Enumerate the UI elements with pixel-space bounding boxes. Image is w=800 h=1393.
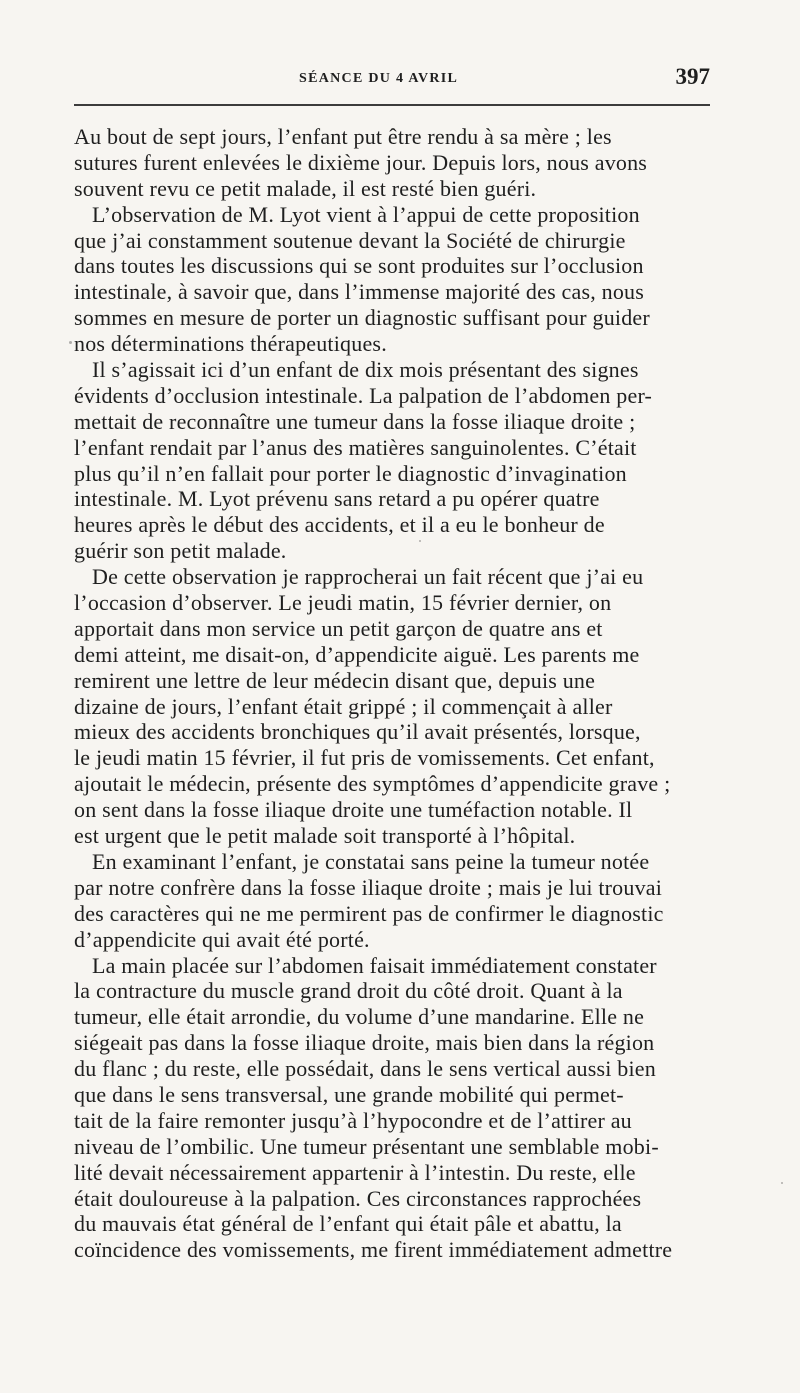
body-line: sutures furent enlevées le dixième jour. Depuis lors, nous avons <box>74 149 648 175</box>
body-line: mieux des accidents bronchiques qu’il avait présentés, lorsque, <box>74 719 641 745</box>
body-line: dans toutes les discussions qui se sont produites sur l’occlusion <box>74 253 644 279</box>
body-line: mettait de reconnaître une tumeur dans la fosse iliaque droite ; <box>74 408 636 434</box>
body-line: tait de la faire remonter jusqu’à l’hypocondre et de l’attirer au <box>74 1107 632 1133</box>
body-line: souvent revu ce petit malade, il est resté bien guéri. <box>74 175 537 201</box>
body-line: Il s’agissait ici d’un enfant de dix mois présentant des signes <box>92 357 639 383</box>
body-line: heures après le début des accidents, et il a eu le bonheur de <box>74 512 605 538</box>
body-line: En examinant l’enfant, je constatai sans peine la tumeur notée <box>92 848 650 874</box>
body-line: évidents d’occlusion intestinale. La palpation de l’abdomen per- <box>74 382 653 408</box>
paper-speck <box>419 540 421 542</box>
body-line: ajoutait le médecin, présente des symptômes d’appendicite grave ; <box>74 771 671 797</box>
page-number: 397 <box>675 64 710 89</box>
body-line: était douloureuse à la palpation. Ces circonstances rapprochées <box>74 1185 642 1211</box>
body-line: nos déterminations thérapeutiques. <box>74 331 387 357</box>
body-line: sommes en mesure de porter un diagnostic suffisant pour guider <box>74 305 650 331</box>
page-title: SÉANCE DU 4 AVRIL <box>299 71 459 86</box>
body-line: lité devait nécessairement appartenir à l’intestin. Du reste, elle <box>74 1159 636 1185</box>
body-line: De cette observation je rapprocherai un fait récent que j’ai eu <box>92 564 644 590</box>
body-line: niveau de l’ombilic. Une tumeur présentant une semblable mobi- <box>74 1133 659 1159</box>
body-line: l’occasion d’observer. Le jeudi matin, 15 février dernier, on <box>74 590 612 616</box>
body-line: que dans le sens transversal, une grande mobilité qui permet- <box>74 1081 624 1107</box>
body-line: l’enfant rendait par l’anus des matières sanguinolentes. C’était <box>74 434 637 460</box>
body-line: le jeudi matin 15 février, il fut pris de vomissements. Cet enfant, <box>74 745 655 771</box>
body-line: Au bout de sept jours, l’enfant put être rendu à sa mère ; les <box>74 124 612 149</box>
body-line: du mauvais état général de l’enfant qui était pâle et abattu, la <box>74 1211 622 1237</box>
body-line: siégeait pas dans la fosse iliaque droite, mais bien dans la région <box>74 1030 655 1056</box>
body-line: la contracture du muscle grand droit du côté droit. Quant à la <box>74 978 623 1004</box>
body-line: plus qu’il n’en fallait pour porter le diagnostic d’invagination <box>74 460 627 486</box>
body-line: coïncidence des vomissements, me firent immédiatement admettre <box>74 1237 673 1263</box>
body-line: intestinale, à savoir que, dans l’immense majorité des cas, nous <box>74 279 644 305</box>
body-line: on sent dans la fosse iliaque droite une tuméfaction notable. Il <box>74 797 633 823</box>
body-line: du flanc ; du reste, elle possédait, dans le sens vertical aussi bien <box>74 1056 656 1082</box>
body-line: L’observation de M. Lyot vient à l’appui de cette proposition <box>92 201 640 227</box>
body-line: guérir son petit malade. <box>74 538 287 564</box>
body-line: La main placée sur l’abdomen faisait immédiatement constater <box>92 952 657 978</box>
body-line: dizaine de jours, l’enfant était grippé ; il commençait à aller <box>74 693 613 719</box>
paper-speck <box>69 341 72 344</box>
body-line: que j’ai constamment soutenue devant la Société de chirurgie <box>74 227 626 253</box>
body-line: tumeur, elle était arrondie, du volume d’une mandarine. Elle ne <box>74 1004 645 1030</box>
body-line: apportait dans mon service un petit garçon de quatre ans et <box>74 615 603 641</box>
body-line: demi atteint, me disait-on, d’appendicite aiguë. Les parents me <box>74 641 640 667</box>
document-body <box>74 124 710 1263</box>
paper-speck <box>781 1182 783 1184</box>
body-line: d’appendicite qui avait été porté. <box>74 926 370 952</box>
body-line: remirent une lettre de leur médecin disant que, depuis une <box>74 667 596 693</box>
page-header <box>74 64 710 92</box>
body-line: est urgent que le petit malade soit transporté à l’hôpital. <box>74 823 576 849</box>
body-line: des caractères qui ne me permirent pas de confirmer le diagnostic <box>74 900 664 926</box>
header-rule <box>74 104 710 106</box>
body-line: par notre confrère dans la fosse iliaque droite ; mais je lui trouvai <box>74 874 663 900</box>
body-line: intestinale. M. Lyot prévenu sans retard a pu opérer quatre <box>74 486 600 512</box>
